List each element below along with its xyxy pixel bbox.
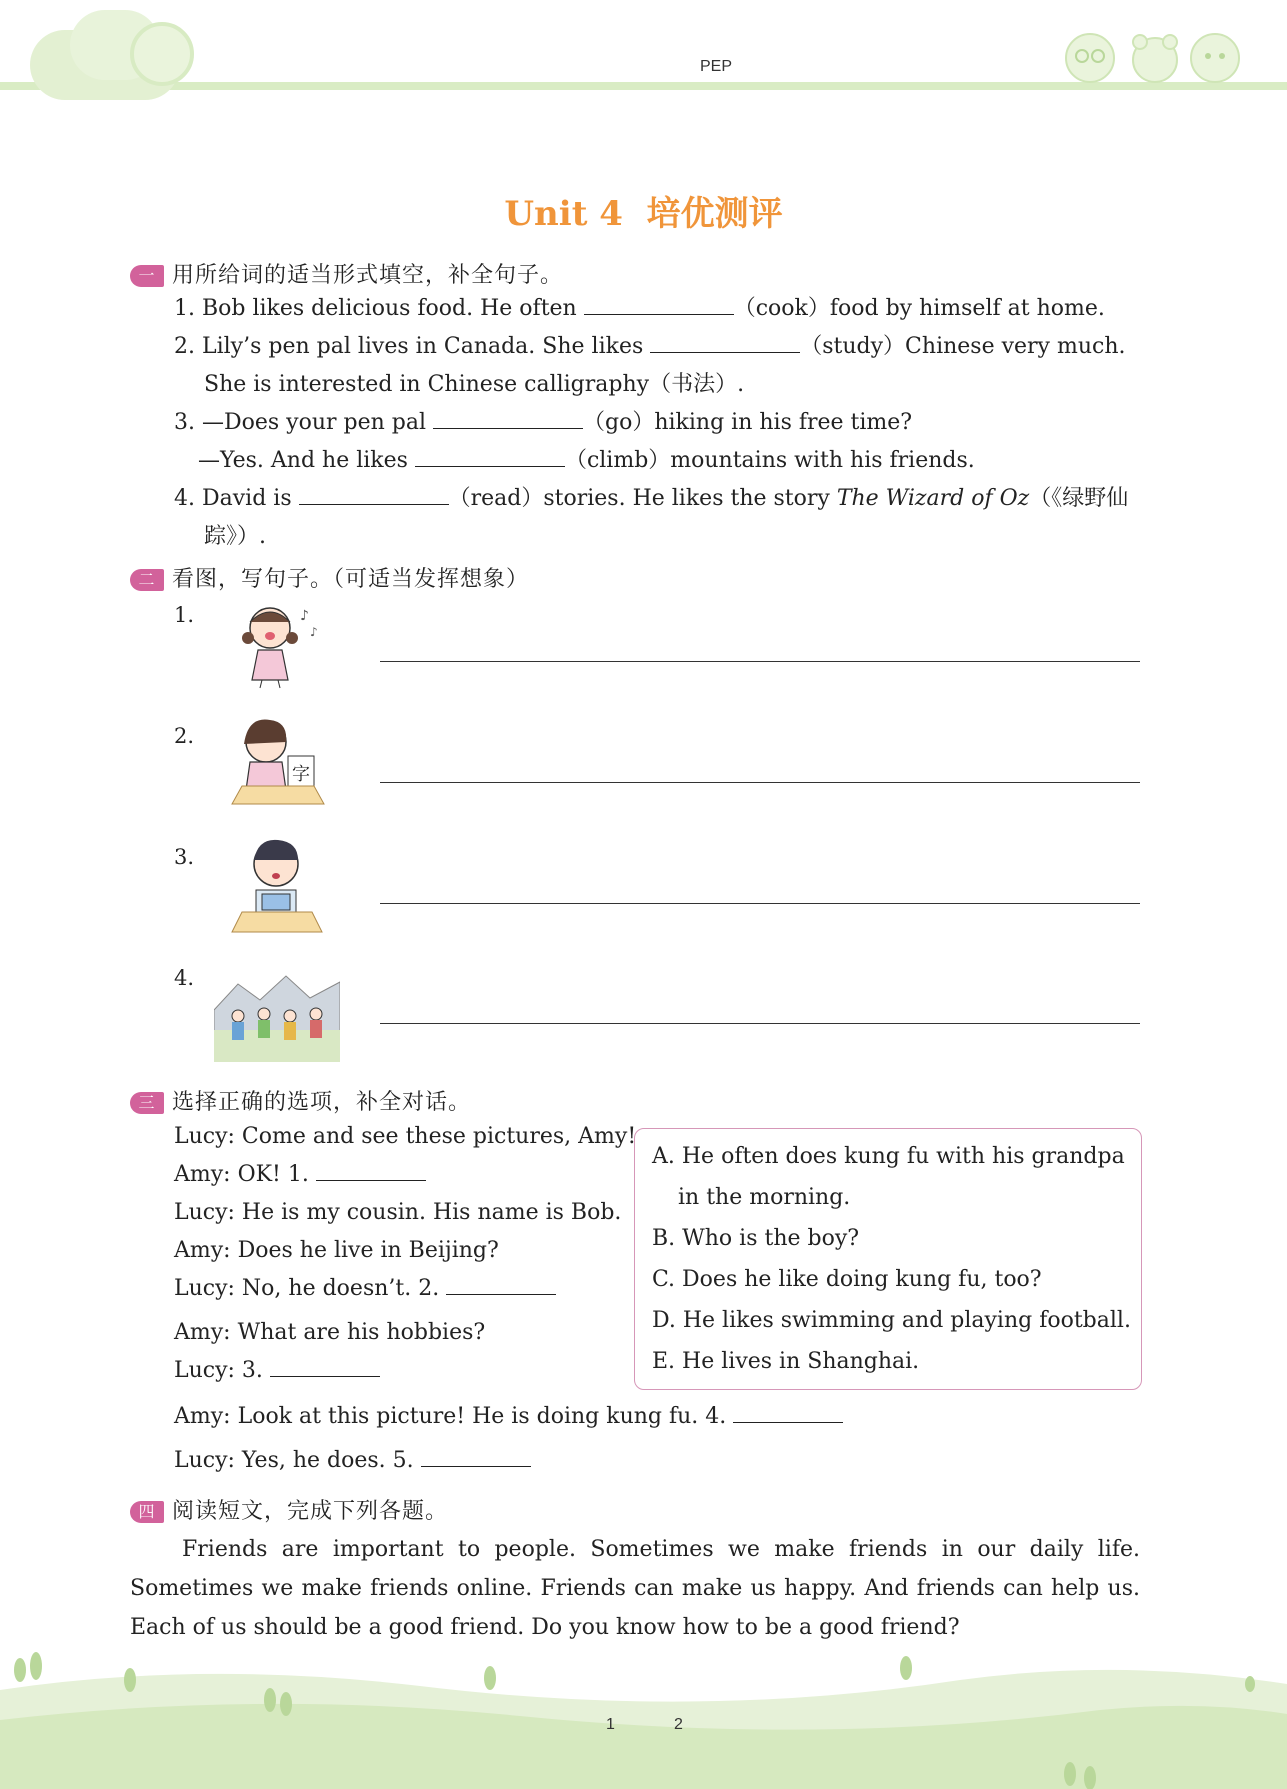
svg-text:♪: ♪: [310, 625, 318, 639]
answer-line-2[interactable]: [380, 781, 1140, 783]
page-number-right: 2: [674, 1716, 683, 1733]
dialogue-line-1: Lucy: Come and see these pictures, Amy!: [174, 1124, 637, 1149]
pic2-character: 字: [292, 764, 310, 785]
q1-text-b: （cook）food by himself at home.: [733, 296, 1105, 321]
option-b: B. Who is the boy?: [652, 1226, 860, 1251]
section2-heading-text: 看图，写句子。（可适当发挥想象）: [172, 567, 530, 592]
question-1-2-cont: She is interested in Chinese calligraphy（书法）.: [204, 372, 745, 397]
dialogue-line-6: Amy: What are his hobbies?: [174, 1320, 486, 1345]
pic-number-3: 3.: [174, 845, 195, 869]
option-e: E. He lives in Shanghai.: [652, 1349, 920, 1374]
animal-faces-decoration: [1060, 18, 1250, 88]
page-title: [0, 186, 1287, 235]
pic-number-1: 1.: [174, 603, 195, 627]
dialogue-2-text: Amy: OK! 1.: [174, 1162, 316, 1187]
dialogue-5-text: Lucy: No, he doesn’t. 2.: [174, 1276, 447, 1301]
section4-badge: 四: [130, 1501, 164, 1523]
q4-blank[interactable]: [299, 486, 449, 505]
dialogue-line-9: [174, 1448, 531, 1474]
page-number-left: 1: [606, 1716, 615, 1733]
reading-passage: [130, 1530, 1140, 1647]
title-cn: 培优测评: [646, 194, 783, 234]
section1-heading-text: 用所给词的适当形式填空，补全句子。: [172, 263, 564, 288]
question-1-2: [174, 334, 1126, 360]
q3-blank-2[interactable]: [415, 448, 565, 467]
section3-heading-text: 选择正确的选项，补全对话。: [172, 1090, 472, 1115]
q3-text-a: 3. —Does your pen pal: [174, 410, 434, 435]
dialogue-line-3: Lucy: He is my cousin. His name is Bob.: [174, 1200, 622, 1225]
pic-number-4: 4.: [174, 966, 195, 990]
q2-text-a: 2. Lily’s pen pal lives in Canada. She likes: [174, 334, 651, 359]
singing-girl-picture: [230, 598, 330, 690]
dialogue-8-text: Amy: Look at this picture! He is doing kung fu. 4.: [174, 1404, 734, 1429]
dialogue-blank-3[interactable]: [270, 1358, 380, 1377]
dialogue-blank-4[interactable]: [733, 1404, 843, 1423]
dialogue-line-7: [174, 1358, 380, 1384]
option-a-cont: in the morning.: [678, 1185, 851, 1210]
q3-blank-1[interactable]: [433, 410, 583, 429]
reading-boy-picture: [228, 832, 328, 934]
section4-heading-text: 阅读短文，完成下列各题。: [172, 1499, 449, 1524]
dialogue-9-text: Lucy: Yes, he does. 5.: [174, 1448, 421, 1473]
sun-icon: [130, 22, 194, 86]
q3-text-c: —Yes. And he likes: [198, 448, 415, 473]
dialogue-7-text: Lucy: 3.: [174, 1358, 270, 1383]
title-unit: Unit 4: [504, 194, 623, 234]
dialogue-line-4: Amy: Does he live in Beijing?: [174, 1238, 499, 1263]
q1-text-a: 1. Bob likes delicious food. He often: [174, 296, 584, 321]
dialogue-line-2: [174, 1162, 426, 1188]
q4-text-b: （read）stories. He likes the story: [448, 486, 837, 511]
question-1-1: [174, 296, 1105, 322]
question-1-4-cont: 踪》）.: [204, 524, 266, 549]
passage-text: Friends are important to people. Sometimes we make friends in our daily life. Sometimes we make friends online. Friends can make us happy. And friends can help us. Each of us should be a good friend. Do you know how to be a good friend?: [130, 1537, 1140, 1640]
answer-line-4[interactable]: [380, 1022, 1140, 1024]
section3-heading: [130, 1085, 471, 1116]
section1-heading: [130, 258, 563, 289]
dialogue-line-8: [174, 1404, 843, 1430]
section4-heading: [130, 1494, 448, 1525]
section1-badge: 一: [130, 265, 164, 287]
answer-line-1[interactable]: [380, 660, 1140, 662]
question-1-3-cont: [198, 448, 975, 474]
answer-line-3[interactable]: [380, 902, 1140, 904]
section3-badge: 三: [130, 1092, 164, 1114]
section2-heading: [130, 562, 529, 593]
question-1-3: [174, 410, 912, 436]
pic-number-2: 2.: [174, 724, 195, 748]
q3-text-b: （go）hiking in his free time?: [583, 410, 913, 435]
q2-text-b: （study）Chinese very much.: [800, 334, 1126, 359]
hiking-group-picture: [214, 970, 340, 1062]
header-label: PEP: [700, 58, 733, 75]
q4-text-a: 4. David is: [174, 486, 299, 511]
dialogue-blank-1[interactable]: [316, 1162, 426, 1181]
option-a: A. He often does kung fu with his grandpa: [652, 1144, 1125, 1169]
q3-text-d: （climb）mountains with his friends.: [564, 448, 975, 473]
svg-text:♪: ♪: [300, 608, 309, 624]
dialogue-blank-5[interactable]: [421, 1448, 531, 1467]
q4-text-d: （《绿野仙: [1029, 486, 1129, 511]
option-c: C. Does he like doing kung fu, too?: [652, 1267, 1042, 1292]
section2-badge: 二: [130, 569, 164, 591]
calligraphy-girl-picture: [228, 712, 328, 808]
dialogue-blank-2[interactable]: [446, 1276, 556, 1295]
hills-decoration: [0, 1650, 1287, 1789]
option-d: D. He likes swimming and playing football.: [652, 1308, 1131, 1333]
q4-book-title: The Wizard of Oz: [836, 486, 1030, 511]
dialogue-line-5: [174, 1276, 556, 1302]
q2-blank[interactable]: [650, 334, 800, 353]
question-1-4: [174, 486, 1128, 512]
q1-blank[interactable]: [584, 296, 734, 315]
